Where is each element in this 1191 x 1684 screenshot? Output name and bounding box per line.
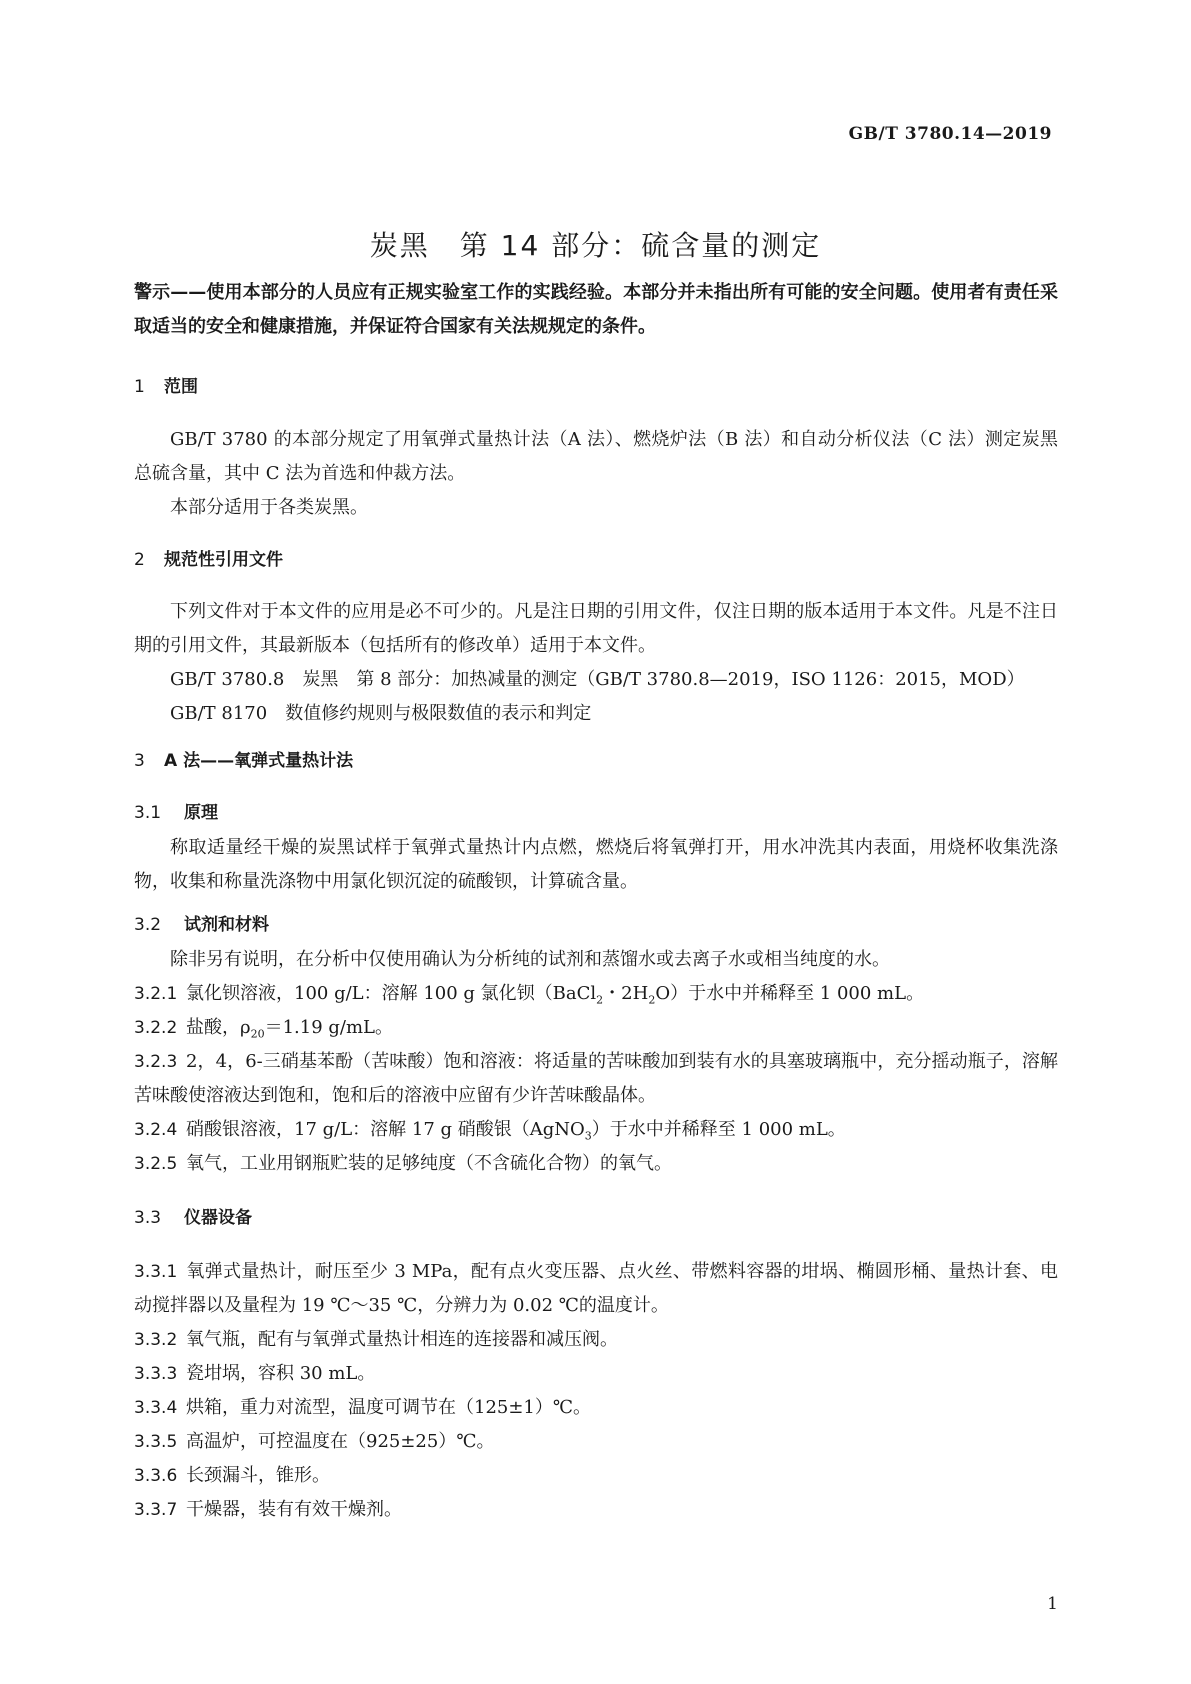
- section-1-heading: [134, 372, 198, 397]
- item-number: 3.2.4: [134, 1120, 178, 1140]
- section-title: 规范性引用文件: [164, 550, 283, 570]
- subscript: 3: [584, 1129, 592, 1143]
- item-number: 3.3.1: [134, 1262, 178, 1282]
- subscript: 20: [250, 1027, 265, 1041]
- warning-paragraph: 警示——使用本部分的人员应有正规实验室工作的实践经验。本部分并未指出所有可能的安全问题。使用者有责任采取适当的安全和健康措施，并保证符合国家有关法规规定的条件。: [134, 282, 1058, 337]
- subsection-title: 仪器设备: [184, 1208, 252, 1228]
- reference-item: GB/T 3780.8 炭黑 第 8 部分：加热减量的测定（GB/T 3780.8—2019，ISO 1126：2015，MOD）: [170, 669, 1025, 690]
- item-text: ＝1.19 g/mL。: [264, 1017, 394, 1038]
- principle-paragraph: 称取适量经干燥的炭黑试样于氧弹式量热计内点燃，燃烧后将氧弹打开，用水冲洗其内表面，用烧杯收集洗涤物，收集和称量洗涤物中用氯化钡沉淀的硫酸钡，计算硫含量。: [134, 837, 1058, 892]
- item-number: 3.2.1: [134, 984, 178, 1004]
- references-paragraph: 下列文件对于本文件的应用是必不可少的。凡是注日期的引用文件，仅注日期的版本适用于本文件。凡是不注日期的引用文件，其最新版本（包括所有的修改单）适用于本文件。: [134, 601, 1058, 656]
- item-text: 氧气瓶，配有与氧弹式量热计相连的连接器和减压阀。: [186, 1329, 618, 1350]
- page-title: 炭黑 第 14 部分：硫含量的测定: [369, 229, 822, 262]
- reagent-item: [134, 1045, 1058, 1113]
- item-text: 烘箱，重力对流型，温度可调节在（125±1）℃。: [186, 1397, 592, 1418]
- reagents-intro: 除非另有说明，在分析中仅使用确认为分析纯的试剂和蒸馏水或去离子水或相当纯度的水。: [170, 949, 890, 970]
- item-text: 氧弹式量热计，耐压至少 3 MPa，配有点火变压器、点火丝、带燃料容器的坩埚、椭圆形桶、量热计套、电动搅拌器以及量程为 19 ℃～35 ℃，分辨力为 0.02 ℃的温度计。: [134, 1261, 1058, 1316]
- item-number: 3.3.5: [134, 1432, 178, 1452]
- item-number: 3.2.3: [134, 1052, 178, 1072]
- item-text: 干燥器，装有有效干燥剂。: [186, 1499, 402, 1520]
- section-title: A 法——氧弹式量热计法: [164, 751, 354, 771]
- apparatus-item: [134, 1425, 1058, 1459]
- standard-number: GB/T 3780.14—2019: [848, 124, 1052, 144]
- subsection-3-3-heading: [134, 1203, 252, 1228]
- item-number: 3.2.2: [134, 1018, 178, 1038]
- item-text: 氯化钡溶液，100 g/L：溶解 100 g 氯化钡（BaCl: [186, 983, 597, 1004]
- reagent-item: [134, 1147, 1058, 1181]
- item-number: 3.3.7: [134, 1500, 178, 1520]
- item-text: O）于水中并稀释至 1 000 mL。: [655, 983, 925, 1004]
- apparatus-item: [134, 1357, 1058, 1391]
- subsection-number: 3.3: [134, 1208, 162, 1228]
- apparatus-item: [134, 1391, 1058, 1425]
- item-text: ）于水中并稀释至 1 000 mL。: [591, 1119, 846, 1140]
- item-number: 3.2.5: [134, 1154, 178, 1174]
- subsection-3-2-heading: [134, 910, 269, 935]
- subsection-title: 原理: [184, 803, 218, 823]
- apparatus-item: [134, 1323, 1058, 1357]
- item-text: 硝酸银溶液，17 g/L：溶解 17 g 硝酸银（AgNO: [186, 1119, 585, 1140]
- scope-paragraph: GB/T 3780 的本部分规定了用氧弹式量热计法（A 法）、燃烧炉法（B 法）和自动分析仪法（C 法）测定炭黑总硫含量，其中 C 法为首选和仲裁方法。: [134, 429, 1058, 484]
- subsection-3-1-heading: [134, 798, 218, 823]
- item-number: 3.3.2: [134, 1330, 178, 1350]
- section-number: 2: [134, 550, 145, 570]
- apparatus-item: [134, 1459, 1058, 1493]
- section-3-heading: [134, 746, 353, 771]
- subsection-title: 试剂和材料: [184, 915, 269, 935]
- page-number: 1: [1047, 1594, 1058, 1614]
- subscript: 2: [648, 993, 656, 1007]
- scope-applicability: 本部分适用于各类炭黑。: [170, 497, 368, 518]
- section-2-heading: [134, 545, 283, 570]
- subsection-number: 3.2: [134, 915, 162, 935]
- subscript: 2: [596, 993, 604, 1007]
- item-text: ・2H: [603, 983, 649, 1004]
- item-text: 2，4，6-三硝基苯酚（苦味酸）饱和溶液：将适量的苦味酸加到装有水的具塞玻璃瓶中，充分摇动瓶子，溶解苦味酸使溶液达到饱和，饱和后的溶液中应留有少许苦味酸晶体。: [134, 1051, 1058, 1106]
- item-text: 长颈漏斗，锥形。: [186, 1465, 330, 1486]
- apparatus-item: [134, 1255, 1058, 1323]
- section-number: 3: [134, 751, 145, 771]
- reference-item: GB/T 8170 数值修约规则与极限数值的表示和判定: [170, 703, 592, 724]
- item-number: 3.3.4: [134, 1398, 178, 1418]
- section-title: 范围: [164, 377, 198, 397]
- subsection-number: 3.1: [134, 803, 162, 823]
- item-text: 高温炉，可控温度在（925±25）℃。: [186, 1431, 495, 1452]
- item-text: 盐酸，ρ: [186, 1017, 251, 1038]
- section-number: 1: [134, 377, 145, 397]
- item-number: 3.3.6: [134, 1466, 178, 1486]
- item-number: 3.3.3: [134, 1364, 178, 1384]
- apparatus-item: [134, 1493, 1058, 1527]
- item-text: 瓷坩埚，容积 30 mL。: [186, 1363, 376, 1384]
- item-text: 氧气，工业用钢瓶贮装的足够纯度（不含硫化合物）的氧气。: [186, 1153, 672, 1174]
